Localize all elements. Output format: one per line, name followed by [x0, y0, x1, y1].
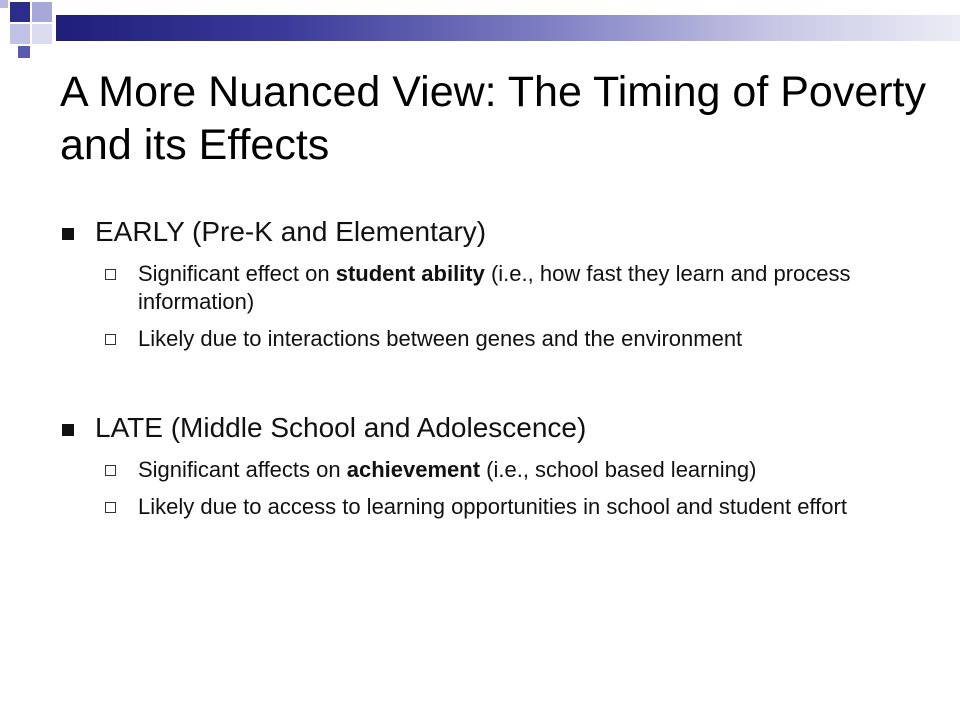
square-bullet-icon [62, 424, 74, 436]
decor-square [10, 2, 30, 22]
sub-point-text: (i.e., school based learning) [480, 457, 757, 482]
slide-title: A More Nuanced View: The Timing of Poverty and its Effects [60, 68, 927, 169]
hollow-square-bullet-icon [105, 269, 116, 280]
sub-point-text: Likely due to access to learning opportunities in school and student effort [138, 494, 847, 519]
section-heading-early [60, 214, 920, 250]
sub-point [60, 493, 920, 521]
sub-point [60, 456, 920, 484]
sub-point-text: Significant affects on [138, 457, 347, 482]
hollow-square-bullet-icon [105, 465, 116, 476]
sub-point-emphasis: student ability [335, 261, 485, 286]
hollow-square-bullet-icon [105, 334, 116, 345]
decor-square [0, 0, 8, 8]
sub-point-emphasis: achievement [346, 457, 481, 482]
sub-point-text: Significant effect on [138, 261, 336, 286]
decor-square [32, 24, 52, 44]
decor-square [32, 2, 52, 22]
header-gradient-bar [56, 15, 960, 41]
square-bullet-icon [62, 228, 74, 240]
sub-point-text: (i.e., how fast they learn and process information) [138, 261, 851, 314]
sub-point-text: Likely due to interactions between genes and the environment [138, 326, 743, 351]
section-heading-text: LATE (Middle School and Adolescence) [95, 412, 587, 443]
decor-square [18, 46, 30, 58]
sub-point [60, 325, 920, 353]
section-heading-late [60, 410, 920, 446]
hollow-square-bullet-icon [105, 502, 116, 513]
decor-square [10, 24, 30, 44]
section-heading-text: EARLY (Pre-K and Elementary) [95, 216, 487, 247]
slide-content [60, 214, 920, 521]
sub-point [60, 260, 920, 316]
